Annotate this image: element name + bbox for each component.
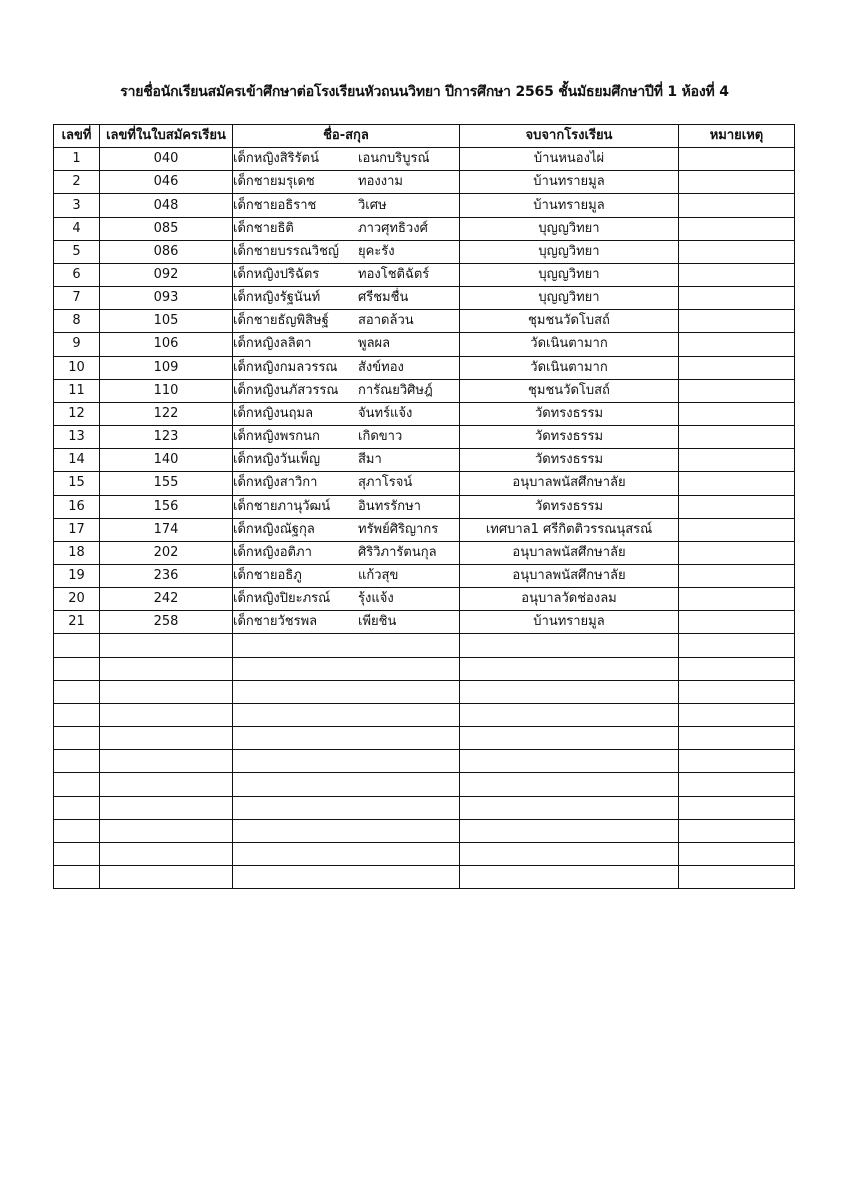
last-name: แก้วสุข [358,568,399,584]
remarks [679,287,795,310]
table-row [54,495,795,518]
student-name-empty [233,634,460,657]
remarks [679,240,795,263]
previous-school-empty [460,773,679,796]
row-number-empty [54,727,100,750]
previous-school-empty [460,796,679,819]
student-name [233,356,460,379]
first-name: เด็กหญิงนภัสวรรณ [233,382,339,398]
student-name-empty [233,819,460,842]
header-previous-school: จบจากโรงเรียน [460,125,679,148]
last-name: รุ้งแจ้ง [358,591,394,607]
remarks [679,426,795,449]
last-name: ภาวศุทธิวงศ์ [358,220,428,236]
application-number: 242 [100,588,233,611]
student-name [233,171,460,194]
remarks-empty [679,842,795,865]
remarks [679,495,795,518]
row-number: 9 [54,333,100,356]
remarks [679,217,795,240]
table-row [54,472,795,495]
first-name: เด็กหญิงณัฐกุล [233,521,315,537]
row-number: 11 [54,379,100,402]
remarks-empty [679,634,795,657]
remarks [679,588,795,611]
application-number: 155 [100,472,233,495]
last-name: ทองงาม [358,174,403,190]
student-name [233,310,460,333]
last-name: จันทร์แจ้ง [358,405,413,421]
first-name: เด็กหญิงลลิตา [233,336,312,352]
student-name-empty [233,657,460,680]
header-application-no: เลขที่ในใบสมัครเรียน [100,125,233,148]
previous-school: บ้านทรายมูล [460,611,679,634]
remarks [679,449,795,472]
last-name: ทองโชติฉัตร์ [358,267,430,283]
previous-school-empty [460,657,679,680]
student-name [233,564,460,587]
last-name: ทรัพย์ศิริญากร [358,521,439,537]
remarks [679,379,795,402]
student-name [233,333,460,356]
blank-row [54,750,795,773]
table-row [54,148,795,171]
application-number: 122 [100,402,233,425]
remarks [679,541,795,564]
student-name [233,287,460,310]
row-number: 20 [54,588,100,611]
last-name: พูลผล [358,336,391,352]
previous-school: วัดทรงธรรม [460,449,679,472]
first-name: เด็กหญิงพรกนก [233,429,320,445]
table-row [54,379,795,402]
first-name: เด็กชายบรรณวิชญ์ [233,243,339,259]
application-number: 236 [100,564,233,587]
blank-row [54,680,795,703]
remarks-empty [679,866,795,889]
remarks [679,310,795,333]
blank-row [54,819,795,842]
previous-school: บุญญวิทยา [460,217,679,240]
row-number: 4 [54,217,100,240]
remarks-empty [679,680,795,703]
row-number: 19 [54,564,100,587]
application-number: 140 [100,449,233,472]
row-number: 3 [54,194,100,217]
application-number: 093 [100,287,233,310]
table-body [54,148,795,889]
remarks [679,171,795,194]
remarks-empty [679,773,795,796]
first-name: เด็กชายวัชรพล [233,614,318,630]
application-number: 109 [100,356,233,379]
student-name-empty [233,842,460,865]
last-name: เกิดขาว [358,429,403,445]
student-name [233,588,460,611]
first-name: เด็กชายอธิภู [233,568,302,584]
table-row [54,287,795,310]
remarks-empty [679,750,795,773]
student-name-empty [233,796,460,819]
previous-school: วัดเนินตามาก [460,356,679,379]
table-row [54,588,795,611]
previous-school-empty [460,866,679,889]
remarks [679,263,795,286]
previous-school-empty [460,680,679,703]
row-number-empty [54,750,100,773]
application-number-empty [100,842,233,865]
last-name: การัณยวิศิษฎ์ [358,382,433,398]
previous-school: ชุมชนวัดโบสถ์ [460,310,679,333]
remarks [679,148,795,171]
row-number: 6 [54,263,100,286]
first-name: เด็กหญิงสาวิกา [233,475,318,491]
row-number: 10 [54,356,100,379]
previous-school: อนุบาลพนัสศึกษาลัย [460,541,679,564]
header-no: เลขที่ [54,125,100,148]
first-name: เด็กหญิงนฤมล [233,405,314,421]
table-row [54,171,795,194]
document-title: รายชื่อนักเรียนสมัครเข้าศึกษาต่อโรงเรียนหัวถนนวิทยา ปีการศึกษา 2565 ชั้นมัธยมศึกษาปีที่ 1 ห้องที่ 4 [120,84,729,100]
application-number-empty [100,773,233,796]
last-name: ศรีชมชื่น [358,290,409,306]
application-number: 258 [100,611,233,634]
application-number-empty [100,634,233,657]
student-name [233,449,460,472]
application-number-empty [100,819,233,842]
previous-school-empty [460,703,679,726]
application-number-empty [100,703,233,726]
student-name [233,518,460,541]
row-number-empty [54,634,100,657]
first-name: เด็กชายธิติ [233,220,294,236]
row-number: 21 [54,611,100,634]
application-number-empty [100,680,233,703]
row-number-empty [54,842,100,865]
previous-school: อนุบาลพนัสศึกษาลัย [460,564,679,587]
table-row [54,333,795,356]
last-name: เพียชิน [358,614,397,630]
student-name [233,495,460,518]
first-name: เด็กชายอธิราช [233,197,317,213]
table-row [54,449,795,472]
first-name: เด็กหญิงรัฐนันท์ [233,290,321,306]
application-number-empty [100,727,233,750]
student-name [233,217,460,240]
previous-school-empty [460,634,679,657]
previous-school: วัดเนินตามาก [460,333,679,356]
remarks [679,356,795,379]
student-name [233,472,460,495]
blank-row [54,796,795,819]
previous-school: วัดทรงธรรม [460,495,679,518]
blank-row [54,866,795,889]
table-row [54,518,795,541]
blank-row [54,842,795,865]
student-name [233,263,460,286]
row-number: 7 [54,287,100,310]
blank-row [54,634,795,657]
last-name: สีมา [358,452,382,468]
row-number-empty [54,819,100,842]
row-number: 16 [54,495,100,518]
previous-school: ชุมชนวัดโบสถ์ [460,379,679,402]
student-name [233,541,460,564]
student-name-empty [233,750,460,773]
header-name: ชื่อ-สกุล [233,125,460,148]
application-number: 156 [100,495,233,518]
row-number: 13 [54,426,100,449]
row-number-empty [54,657,100,680]
last-name: อินทรรักษา [358,498,421,514]
last-name: วิเศษ [358,197,387,213]
application-number-empty [100,657,233,680]
application-number-empty [100,750,233,773]
table-row [54,310,795,333]
remarks-empty [679,727,795,750]
table-row [54,611,795,634]
previous-school: บุญญวิทยา [460,263,679,286]
table-row [54,426,795,449]
row-number-empty [54,866,100,889]
table-row [54,564,795,587]
application-number-empty [100,796,233,819]
last-name: สอาดล้วน [358,313,414,329]
row-number: 2 [54,171,100,194]
first-name: เด็กชายธัญพิสิษฐ์ [233,313,329,329]
previous-school: บ้านทรายมูล [460,171,679,194]
student-roster-table [53,124,795,889]
last-name: สังข์ทอง [358,359,404,375]
remarks [679,194,795,217]
row-number-empty [54,680,100,703]
row-number: 12 [54,402,100,425]
table-row [54,240,795,263]
application-number: 123 [100,426,233,449]
remarks [679,611,795,634]
previous-school: อนุบาลพนัสศึกษาลัย [460,472,679,495]
table-row [54,217,795,240]
blank-row [54,727,795,750]
student-name-empty [233,866,460,889]
row-number: 17 [54,518,100,541]
table-row [54,356,795,379]
first-name: เด็กหญิงสิริรัตน์ [233,151,319,167]
blank-row [54,773,795,796]
table-row [54,402,795,425]
last-name: เอนกบริบูรณ์ [358,151,430,167]
row-number: 14 [54,449,100,472]
previous-school: บ้านทรายมูล [460,194,679,217]
row-number: 1 [54,148,100,171]
student-name-empty [233,703,460,726]
student-name-empty [233,773,460,796]
application-number: 106 [100,333,233,356]
first-name: เด็กหญิงอติภา [233,544,312,560]
table-row [54,194,795,217]
previous-school: วัดทรงธรรม [460,402,679,425]
student-name [233,379,460,402]
remarks-empty [679,819,795,842]
application-number: 046 [100,171,233,194]
application-number-empty [100,866,233,889]
table-row [54,263,795,286]
remarks [679,472,795,495]
table-header-row [54,125,795,148]
application-number: 048 [100,194,233,217]
previous-school-empty [460,842,679,865]
remarks [679,564,795,587]
student-name [233,194,460,217]
last-name: ศิริวิภารัตนกุล [358,544,437,560]
previous-school: อนุบาลวัดช่องลม [460,588,679,611]
table-row [54,541,795,564]
remarks [679,402,795,425]
first-name: เด็กชายมรุเดช [233,174,315,190]
remarks [679,333,795,356]
remarks-empty [679,796,795,819]
row-number: 18 [54,541,100,564]
first-name: เด็กหญิงวันเพ็ญ [233,452,321,468]
student-name [233,148,460,171]
remarks [679,518,795,541]
header-remarks: หมายเหตุ [679,125,795,148]
row-number: 15 [54,472,100,495]
student-name [233,426,460,449]
previous-school: เทศบาล1 ศรีกิตติวรรณนุสรณ์ [460,518,679,541]
application-number: 092 [100,263,233,286]
student-name-empty [233,727,460,750]
student-name [233,402,460,425]
last-name: สุภาโรจน์ [358,475,413,491]
application-number: 085 [100,217,233,240]
application-number: 040 [100,148,233,171]
row-number-empty [54,703,100,726]
row-number: 5 [54,240,100,263]
row-number-empty [54,773,100,796]
row-number-empty [54,796,100,819]
last-name: ยุคะรัง [358,243,395,259]
application-number: 105 [100,310,233,333]
first-name: เด็กหญิงกมลวรรณ [233,359,338,375]
blank-row [54,657,795,680]
previous-school-empty [460,727,679,750]
first-name: เด็กหญิงปิยะภรณ์ [233,591,331,607]
previous-school-empty [460,819,679,842]
application-number: 202 [100,541,233,564]
application-number: 174 [100,518,233,541]
first-name: เด็กหญิงปริฉัตร [233,267,320,283]
application-number: 086 [100,240,233,263]
previous-school-empty [460,750,679,773]
remarks-empty [679,657,795,680]
previous-school: บุญญวิทยา [460,240,679,263]
remarks-empty [679,703,795,726]
application-number: 110 [100,379,233,402]
student-name [233,611,460,634]
previous-school: บ้านหนองไผ่ [460,148,679,171]
student-name-empty [233,680,460,703]
row-number: 8 [54,310,100,333]
previous-school: บุญญวิทยา [460,287,679,310]
student-name [233,240,460,263]
blank-row [54,703,795,726]
first-name: เด็กชายภานุวัฒน์ [233,498,331,514]
previous-school: วัดทรงธรรม [460,426,679,449]
